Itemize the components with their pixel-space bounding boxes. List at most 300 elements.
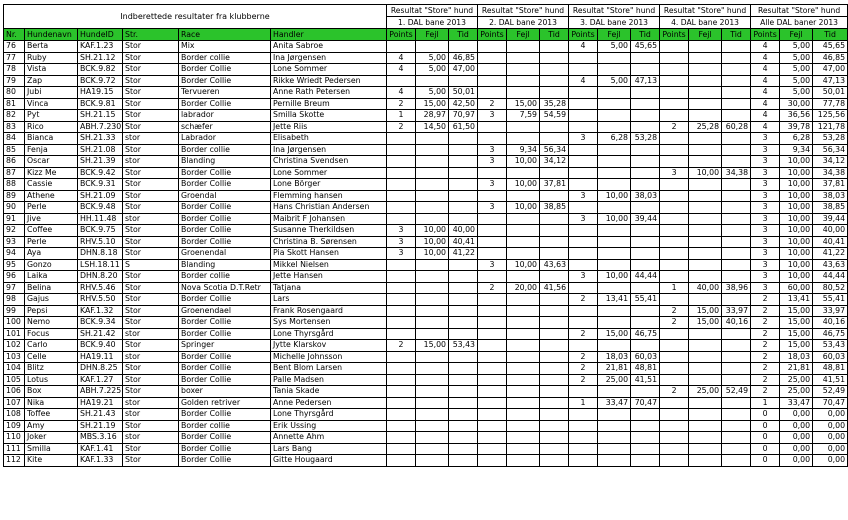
table-row [4,144,848,156]
cell-dal2-tid [540,397,569,409]
cell-handler: Erik Ussing [271,420,387,432]
col-header-tid: Tid [449,29,478,41]
cell-dal4-tid [722,397,751,409]
cell-dal3-fejl [598,386,631,398]
cell-total-tid: 47,00 [813,64,848,76]
cell-nr: 99 [4,305,25,317]
cell-dal2-tid [540,167,569,179]
cell-hundeid: ABH.7.230 [78,121,123,133]
table-row [4,294,848,306]
section-1-subheading: 1. DAL bane 2013 [387,17,478,29]
cell-dal2-tid: 38,85 [540,202,569,214]
cell-dal1-tid: 70,97 [449,110,478,122]
cell-dal4-fejl [689,75,722,87]
cell-dal3-tid [631,259,660,271]
cell-dal3-tid: 48,81 [631,363,660,375]
cell-total-fejl: 10,00 [780,156,813,168]
cell-dal1-fejl: 15,00 [416,98,449,110]
cell-hundenavn: Bianca [25,133,78,145]
cell-dal2-tid: 54,59 [540,110,569,122]
cell-dal2-points [478,64,507,76]
cell-dal1-fejl: 10,00 [416,236,449,248]
col-header-points: Points [569,29,598,41]
cell-dal1-points [387,351,416,363]
cell-nr: 101 [4,328,25,340]
cell-dal1-points [387,374,416,386]
cell-dal1-points: 3 [387,225,416,237]
col-header-fejl: Fejl [689,29,722,41]
cell-race: Blanding [179,156,271,168]
cell-handler: Jytte Klarskov [271,340,387,352]
cell-dal3-points: 4 [569,41,598,53]
cell-dal4-points [660,363,689,375]
cell-dal3-tid [631,156,660,168]
cell-hundenavn: Kite [25,455,78,467]
cell-dal3-fejl [598,409,631,421]
cell-dal1-points [387,282,416,294]
cell-hundenavn: Jubi [25,87,78,99]
cell-dal1-tid [449,305,478,317]
cell-hundeid: RHV.5.10 [78,236,123,248]
cell-hundeid: BCK.9.40 [78,340,123,352]
cell-hundeid: BCK.9.31 [78,179,123,191]
cell-handler: Michelle Johnsson [271,351,387,363]
cell-dal3-tid [631,248,660,260]
cell-dal4-fejl [689,190,722,202]
cell-dal2-points: 2 [478,98,507,110]
cell-hundeid: HH.11.48 [78,213,123,225]
cell-nr: 94 [4,248,25,260]
cell-dal2-tid [540,317,569,329]
cell-race: Border Collie [179,75,271,87]
cell-dal3-tid: 41,51 [631,374,660,386]
table-row [4,133,848,145]
cell-dal3-tid [631,317,660,329]
cell-dal4-fejl [689,409,722,421]
cell-str: stor [123,432,179,444]
cell-dal3-fejl [598,167,631,179]
cell-dal2-points [478,420,507,432]
cell-str: Stor [123,144,179,156]
cell-dal4-points: 1 [660,282,689,294]
cell-dal1-points [387,317,416,329]
cell-dal3-tid [631,64,660,76]
cell-dal4-tid [722,213,751,225]
cell-handler: Pernille Breum [271,98,387,110]
cell-total-tid: 0,00 [813,432,848,444]
cell-str: Stor [123,248,179,260]
cell-dal3-tid: 38,03 [631,190,660,202]
cell-dal2-points [478,317,507,329]
cell-dal1-fejl [416,374,449,386]
cell-total-fejl: 10,00 [780,225,813,237]
cell-dal2-points [478,87,507,99]
cell-dal3-points: 3 [569,190,598,202]
cell-str: stor [123,156,179,168]
cell-handler: Mikkel Nielsen [271,259,387,271]
section-4-subheading: 4. DAL bane 2013 [660,17,751,29]
cell-dal1-fejl [416,455,449,467]
cell-handler: Smilla Skotte [271,110,387,122]
table-row [4,443,848,455]
cell-total-tid: 40,00 [813,225,848,237]
cell-str: stor [123,351,179,363]
cell-dal3-fejl: 5,00 [598,41,631,53]
cell-race: Tervueren [179,87,271,99]
cell-handler: Hans Christian Andersen [271,202,387,214]
cell-dal2-tid [540,443,569,455]
cell-total-tid: 37,81 [813,179,848,191]
cell-dal3-tid [631,144,660,156]
col-header-hundenavn: Hundenavn [25,29,78,41]
cell-dal4-fejl [689,248,722,260]
cell-dal3-points [569,305,598,317]
cell-dal1-fejl: 5,00 [416,52,449,64]
cell-dal2-fejl: 7,59 [507,110,540,122]
cell-dal4-tid [722,294,751,306]
cell-dal1-tid [449,75,478,87]
cell-dal4-points [660,190,689,202]
cell-total-fejl: 33,47 [780,397,813,409]
cell-dal1-tid [449,156,478,168]
cell-dal4-tid [722,271,751,283]
cell-total-fejl: 30,00 [780,98,813,110]
cell-dal1-tid: 40,00 [449,225,478,237]
cell-hundenavn: Ruby [25,52,78,64]
cell-nr: 77 [4,52,25,64]
cell-dal3-tid: 46,75 [631,328,660,340]
cell-dal1-points [387,156,416,168]
cell-dal1-points [387,133,416,145]
cell-dal3-points [569,386,598,398]
cell-dal2-points [478,432,507,444]
cell-total-points: 4 [751,64,780,76]
cell-total-fejl: 5,00 [780,41,813,53]
cell-dal1-tid [449,443,478,455]
cell-total-tid: 44,44 [813,271,848,283]
cell-total-fejl: 39,78 [780,121,813,133]
cell-dal2-tid [540,52,569,64]
cell-dal2-fejl [507,41,540,53]
cell-dal4-fejl [689,363,722,375]
cell-dal4-fejl [689,225,722,237]
cell-hundeid: SH.21.09 [78,190,123,202]
cell-dal1-points [387,190,416,202]
cell-total-tid: 48,81 [813,363,848,375]
cell-dal3-points [569,340,598,352]
cell-dal4-points: 3 [660,167,689,179]
cell-str: Stor [123,305,179,317]
cell-str: Stor [123,386,179,398]
cell-dal2-tid: 37,81 [540,179,569,191]
cell-dal3-points [569,98,598,110]
table-row [4,52,848,64]
cell-dal2-points [478,121,507,133]
cell-dal1-points [387,179,416,191]
cell-hundenavn: Gajus [25,294,78,306]
cell-dal2-tid [540,75,569,87]
cell-total-points: 3 [751,133,780,145]
cell-total-points: 3 [751,225,780,237]
cell-str: Stor [123,374,179,386]
cell-handler: Maibrit F Johansen [271,213,387,225]
cell-total-tid: 77,78 [813,98,848,110]
cell-dal3-tid [631,167,660,179]
cell-race: Golden retriver [179,397,271,409]
cell-handler: Lone Thyrsgård [271,328,387,340]
cell-dal3-fejl: 33,47 [598,397,631,409]
cell-dal1-tid [449,271,478,283]
cell-dal4-points [660,110,689,122]
cell-dal1-tid [449,328,478,340]
cell-dal4-points [660,144,689,156]
cell-hundeid: SH.21.15 [78,110,123,122]
cell-race: Border Collie [179,328,271,340]
cell-race: Border Collie [179,363,271,375]
table-row [4,213,848,225]
cell-race: boxer [179,386,271,398]
cell-dal1-tid: 53,43 [449,340,478,352]
col-header-nr: Nr. [4,29,25,41]
cell-dal1-points: 4 [387,87,416,99]
cell-total-tid: 46,85 [813,52,848,64]
cell-handler: Anne Pedersen [271,397,387,409]
cell-dal2-fejl [507,271,540,283]
cell-dal4-fejl: 15,00 [689,317,722,329]
cell-dal1-fejl [416,75,449,87]
cell-dal1-tid [449,432,478,444]
cell-dal1-points [387,213,416,225]
cell-nr: 84 [4,133,25,145]
table-row [4,87,848,99]
cell-dal1-fejl: 5,00 [416,87,449,99]
cell-nr: 93 [4,236,25,248]
cell-dal3-points [569,52,598,64]
cell-dal2-fejl [507,340,540,352]
table-row [4,64,848,76]
cell-str: Stor [123,167,179,179]
cell-handler: Anne Rath Petersen [271,87,387,99]
cell-total-points: 4 [751,41,780,53]
cell-dal4-fejl [689,98,722,110]
cell-dal4-fejl [689,133,722,145]
cell-total-points: 4 [751,98,780,110]
col-header-race: Race [179,29,271,41]
cell-dal4-fejl [689,144,722,156]
cell-dal3-points: 3 [569,133,598,145]
cell-hundenavn: Toffee [25,409,78,421]
cell-total-fejl: 25,00 [780,374,813,386]
cell-dal2-points: 3 [478,110,507,122]
cell-dal4-tid [722,259,751,271]
cell-str: Stor [123,271,179,283]
cell-total-points: 2 [751,340,780,352]
cell-handler: Lone Börger [271,179,387,191]
cell-dal1-tid: 40,41 [449,236,478,248]
cell-total-points: 2 [751,374,780,386]
cell-total-fejl: 10,00 [780,202,813,214]
cell-hundeid: KAF.1.41 [78,443,123,455]
cell-hundenavn: Nemo [25,317,78,329]
cell-dal3-fejl [598,236,631,248]
cell-dal3-tid [631,386,660,398]
cell-dal1-tid: 61,50 [449,121,478,133]
cell-dal2-fejl [507,351,540,363]
cell-dal2-points [478,133,507,145]
cell-nr: 107 [4,397,25,409]
table-row [4,167,848,179]
cell-dal4-points [660,271,689,283]
cell-dal3-tid [631,121,660,133]
section-1-heading: Resultat "Store" hund [387,5,478,17]
cell-total-tid: 0,00 [813,409,848,421]
cell-dal3-tid: 45,65 [631,41,660,53]
col-header-fejl: Fejl [507,29,540,41]
cell-dal1-fejl [416,432,449,444]
cell-hundenavn: Oscar [25,156,78,168]
cell-dal3-fejl: 5,00 [598,75,631,87]
table-row [4,282,848,294]
cell-dal4-points [660,397,689,409]
table-row [4,110,848,122]
cell-hundenavn: Amy [25,420,78,432]
cell-hundeid: SH.21.39 [78,156,123,168]
cell-dal2-points [478,52,507,64]
cell-dal3-points: 2 [569,363,598,375]
cell-dal3-tid [631,52,660,64]
cell-total-tid: 55,41 [813,294,848,306]
cell-nr: 90 [4,202,25,214]
cell-total-tid: 53,43 [813,340,848,352]
cell-hundeid: KAF.1.33 [78,455,123,467]
cell-dal2-fejl [507,363,540,375]
cell-total-fejl: 5,00 [780,75,813,87]
cell-race: Nova Scotia D.T.Retr [179,282,271,294]
cell-race: Border Collie [179,213,271,225]
cell-hundeid: BCK.9.82 [78,64,123,76]
cell-dal2-fejl [507,294,540,306]
cell-dal4-fejl [689,432,722,444]
cell-nr: 100 [4,317,25,329]
cell-dal4-points [660,133,689,145]
cell-hundeid: RHV.5.46 [78,282,123,294]
cell-dal4-fejl [689,156,722,168]
cell-dal1-fejl [416,202,449,214]
cell-dal4-tid [722,363,751,375]
cell-dal1-fejl [416,351,449,363]
cell-dal3-points [569,179,598,191]
cell-dal3-fejl: 6,28 [598,133,631,145]
cell-dal3-points [569,409,598,421]
cell-dal3-points [569,121,598,133]
cell-dal4-fejl [689,294,722,306]
cell-dal1-fejl [416,420,449,432]
cell-dal4-fejl [689,397,722,409]
cell-total-points: 0 [751,432,780,444]
col-header-tid: Tid [631,29,660,41]
cell-hundenavn: Belina [25,282,78,294]
cell-hundeid: SH.21.42 [78,328,123,340]
cell-dal3-tid [631,225,660,237]
results-table [3,4,848,467]
table-row [4,271,848,283]
cell-dal2-tid: 41,56 [540,282,569,294]
cell-dal3-fejl [598,98,631,110]
cell-total-fejl: 5,00 [780,87,813,99]
cell-total-points: 3 [751,179,780,191]
cell-dal3-tid: 70,47 [631,397,660,409]
cell-dal4-tid [722,179,751,191]
cell-handler: Lone Thyrsgård [271,409,387,421]
cell-dal4-points [660,455,689,467]
cell-dal3-tid [631,98,660,110]
cell-dal4-fejl: 40,00 [689,282,722,294]
cell-dal2-fejl: 10,00 [507,179,540,191]
cell-nr: 85 [4,144,25,156]
cell-str: stor [123,133,179,145]
cell-dal3-points [569,64,598,76]
cell-nr: 89 [4,190,25,202]
cell-total-points: 3 [751,190,780,202]
cell-dal3-tid [631,236,660,248]
table-row [4,156,848,168]
cell-dal3-tid: 47,13 [631,75,660,87]
cell-dal1-points [387,75,416,87]
cell-hundeid: DHN.8.20 [78,271,123,283]
cell-dal1-fejl [416,133,449,145]
cell-total-fejl: 10,00 [780,213,813,225]
cell-dal4-tid [722,156,751,168]
cell-dal4-points [660,351,689,363]
cell-dal2-tid [540,271,569,283]
cell-dal4-tid [722,340,751,352]
cell-dal3-fejl: 10,00 [598,190,631,202]
col-header-handler: Handler [271,29,387,41]
cell-dal4-points [660,409,689,421]
cell-total-tid: 40,16 [813,317,848,329]
cell-total-fejl: 10,00 [780,271,813,283]
cell-race: Border Collie [179,374,271,386]
cell-dal1-fejl: 28,97 [416,110,449,122]
cell-dal2-fejl: 10,00 [507,156,540,168]
cell-dal4-tid [722,41,751,53]
cell-dal3-tid [631,455,660,467]
cell-dal2-tid [540,190,569,202]
cell-handler: Sys Mortensen [271,317,387,329]
cell-dal1-tid [449,133,478,145]
cell-dal4-fejl [689,52,722,64]
cell-dal1-tid [449,213,478,225]
cell-dal1-points: 4 [387,64,416,76]
cell-dal3-points [569,236,598,248]
cell-nr: 97 [4,282,25,294]
cell-dal3-fejl [598,282,631,294]
cell-dal4-tid [722,420,751,432]
section-3-subheading: 3. DAL bane 2013 [569,17,660,29]
cell-dal3-points: 1 [569,397,598,409]
cell-total-fejl: 10,00 [780,236,813,248]
cell-dal3-points [569,156,598,168]
table-row [4,236,848,248]
cell-total-points: 4 [751,52,780,64]
cell-dal1-tid [449,167,478,179]
cell-dal2-points [478,374,507,386]
cell-dal2-tid [540,386,569,398]
cell-total-points: 2 [751,328,780,340]
cell-dal4-tid [722,248,751,260]
cell-dal4-tid [722,328,751,340]
table-row [4,305,848,317]
